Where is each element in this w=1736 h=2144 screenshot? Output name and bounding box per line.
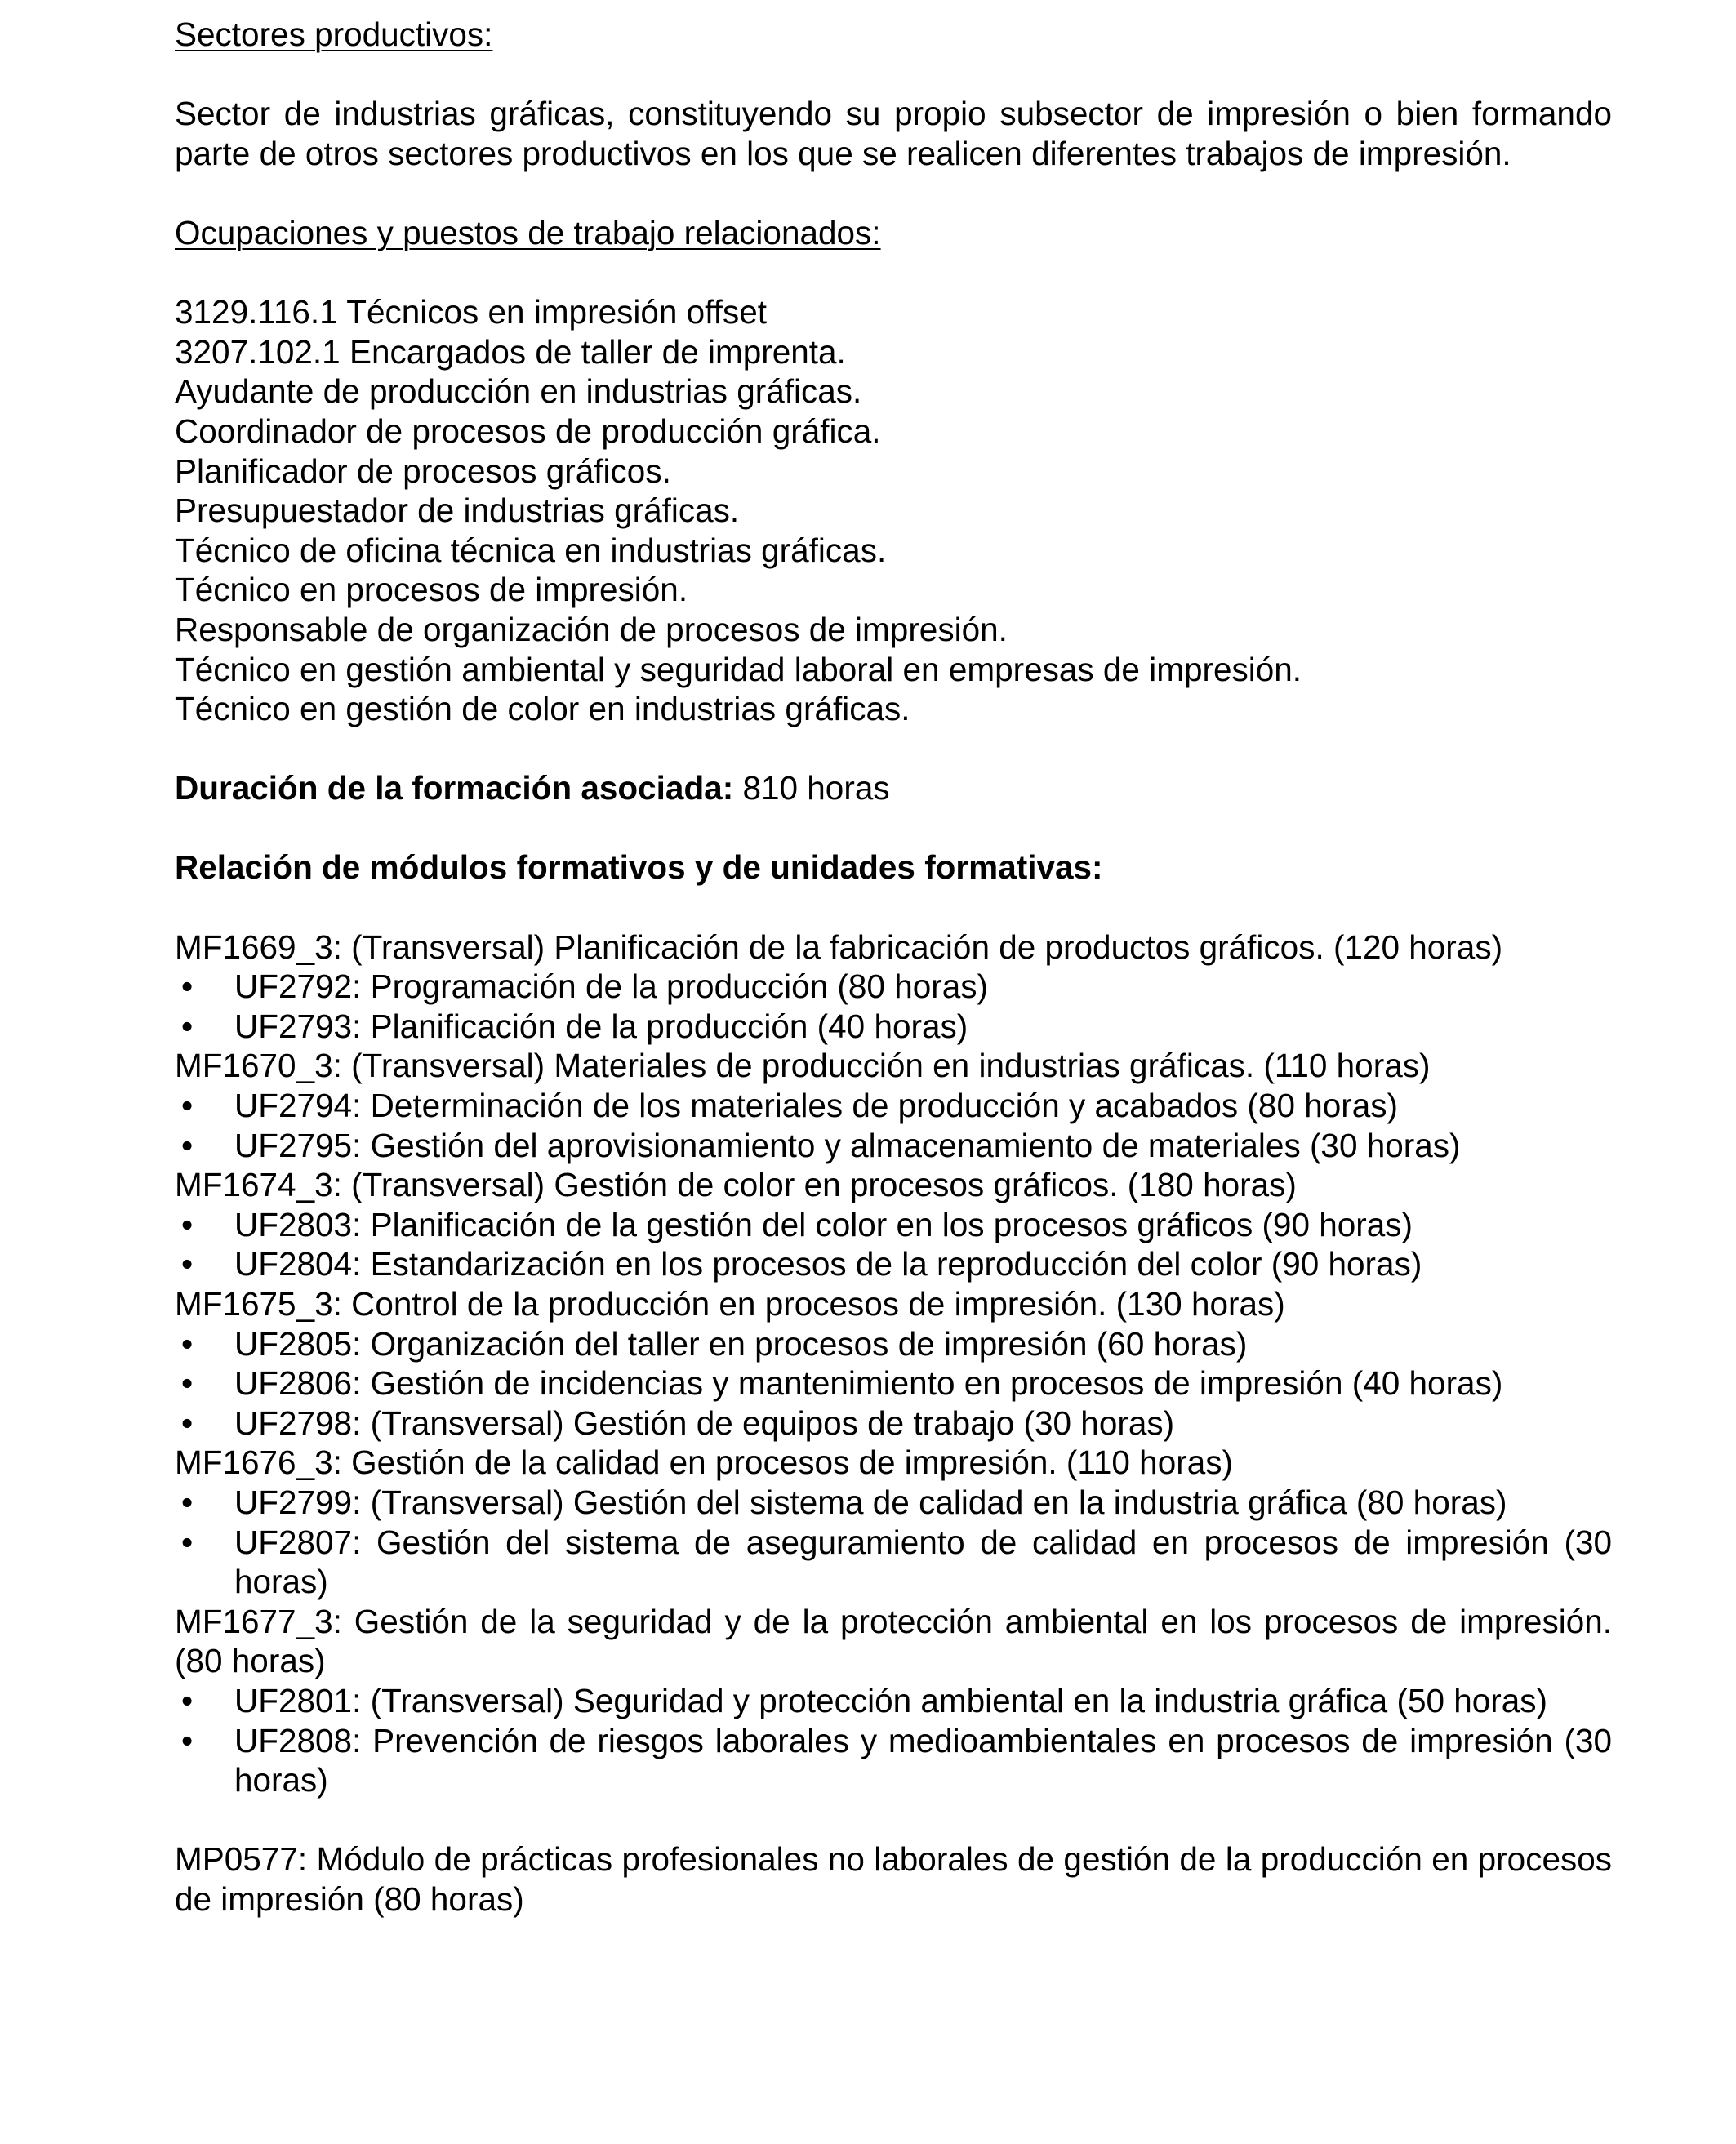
bullet-icon: • [181,1403,194,1442]
bullet-icon: • [181,1324,194,1363]
bullet-icon: • [181,1126,194,1164]
ocupacion-item: Planificador de procesos gráficos. [175,451,671,490]
unidad-item: • UF2798: (Transversal) Gestión de equipos de trabajo (30 horas) [181,1403,1175,1442]
ocupacion-item: 3129.116.1 Técnicos en impresión offset [175,293,767,331]
unidad-item: • UF2805: Organización del taller en procesos de impresión (60 horas) [181,1324,1248,1363]
ocupaciones-list [175,292,1612,729]
ocupacion-item: Coordinador de procesos de producción gráfica. [175,411,881,450]
bullet-icon: • [181,1681,194,1719]
bullet-icon: • [181,1483,194,1521]
ocupacion-item: 3207.102.1 Encargados de taller de imprenta. [175,332,846,371]
unidad-item: • UF2794: Determinación de los materiales de producción y acabados (80 horas) [181,1087,1399,1125]
modulos-list [175,927,1612,1800]
ocupacion-item: Responsable de organización de procesos de impresión. [175,610,1008,648]
unidad-item: • UF2804: Estandarización en los procesos de la reproducción del color (90 horas) [181,1245,1422,1283]
ocupacion-item: Técnico de oficina técnica en industrias gráficas. [175,531,887,569]
unidad-item: • UF2799: (Transversal) Gestión del sistema de calidad en la industria gráfica (80 horas) [181,1483,1507,1521]
unidad-item: • UF2801: (Transversal) Seguridad y protección ambiental en la industria gráfica (50 horas) [181,1681,1548,1719]
unidad-item: • UF2792: Programación de la producción (80 horas) [181,967,988,1006]
duracion-line [175,768,1612,808]
sectores-heading: Sectores productivos: [175,16,493,53]
bullet-icon: • [181,1523,194,1561]
modulo-title: MF1674_3: (Transversal) Gestión de color en procesos gráficos. (180 horas) [175,1166,1297,1204]
bullet-icon: • [181,1087,194,1125]
unidad-item: • UF2806: Gestión de incidencias y mantenimiento en procesos de impresión (40 horas) [181,1364,1503,1403]
bullet-icon: • [181,967,194,1006]
bullet-icon: • [181,1007,194,1045]
bullet-icon: • [181,1721,194,1759]
unidad-item: • UF2795: Gestión del aprovisionamiento y almacenamiento de materiales (30 horas) [181,1126,1461,1164]
ocupacion-item: Presupuestador de industrias gráficas. [175,492,740,530]
modulo-title: MF1676_3: Gestión de la calidad en procesos de impresión. (110 horas) [175,1443,1233,1482]
practicas-module: MP0577: Módulo de prácticas profesionales no laborales de gestión de la producción en procesos de impresión (80 horas) [175,1840,1612,1918]
ocupacion-item: Técnico en gestión ambiental y seguridad laboral en empresas de impresión. [175,650,1302,688]
ocupacion-item: Técnico en procesos de impresión. [175,571,688,609]
unidad-item: • UF2808: Prevención de riesgos laborales y medioambientales en procesos de impresión (30 horas) [181,1721,1612,1799]
duracion-value: 810 horas [733,769,890,807]
modulo-title: MF1670_3: (Transversal) Materiales de producción en industrias gráficas. (110 horas) [175,1047,1431,1085]
bullet-icon: • [181,1245,194,1283]
unidad-item: • UF2803: Planificación de la gestión del color en los procesos gráficos (90 horas) [181,1205,1413,1243]
modulo-title: MF1669_3: (Transversal) Planificación de la fabricación de productos gráficos. (120 horas) [175,927,1503,966]
sectores-text: Sector de industrias gráficas, constituyendo su propio subsector de impresión o bien formando parte de otros sectores productivos en los que se realicen diferentes trabajos de impresión. [175,95,1612,172]
unidad-item: • UF2793: Planificación de la producción (40 horas) [181,1007,968,1045]
ocupaciones-heading: Ocupaciones y puestos de trabajo relacionados: [175,213,881,251]
modulo-title: MF1675_3: Control de la producción en procesos de impresión. (130 horas) [175,1285,1285,1323]
modulo-title: MF1677_3: Gestión de la seguridad y de la protección ambiental en los procesos de impresión. (80 horas) [175,1602,1612,1680]
duracion-label: Duración de la formación asociada: [175,769,734,807]
bullet-icon: • [181,1364,194,1403]
ocupacion-item: Ayudante de producción en industrias gráficas. [175,372,862,411]
bullet-icon: • [181,1205,194,1243]
ocupacion-item: Técnico en gestión de color en industrias gráficas. [175,690,910,728]
unidad-item: • UF2807: Gestión del sistema de aseguramiento de calidad en procesos de impresión (30 horas) [181,1523,1612,1601]
relacion-heading: Relación de módulos formativos y de unidades formativas: [175,848,1103,887]
